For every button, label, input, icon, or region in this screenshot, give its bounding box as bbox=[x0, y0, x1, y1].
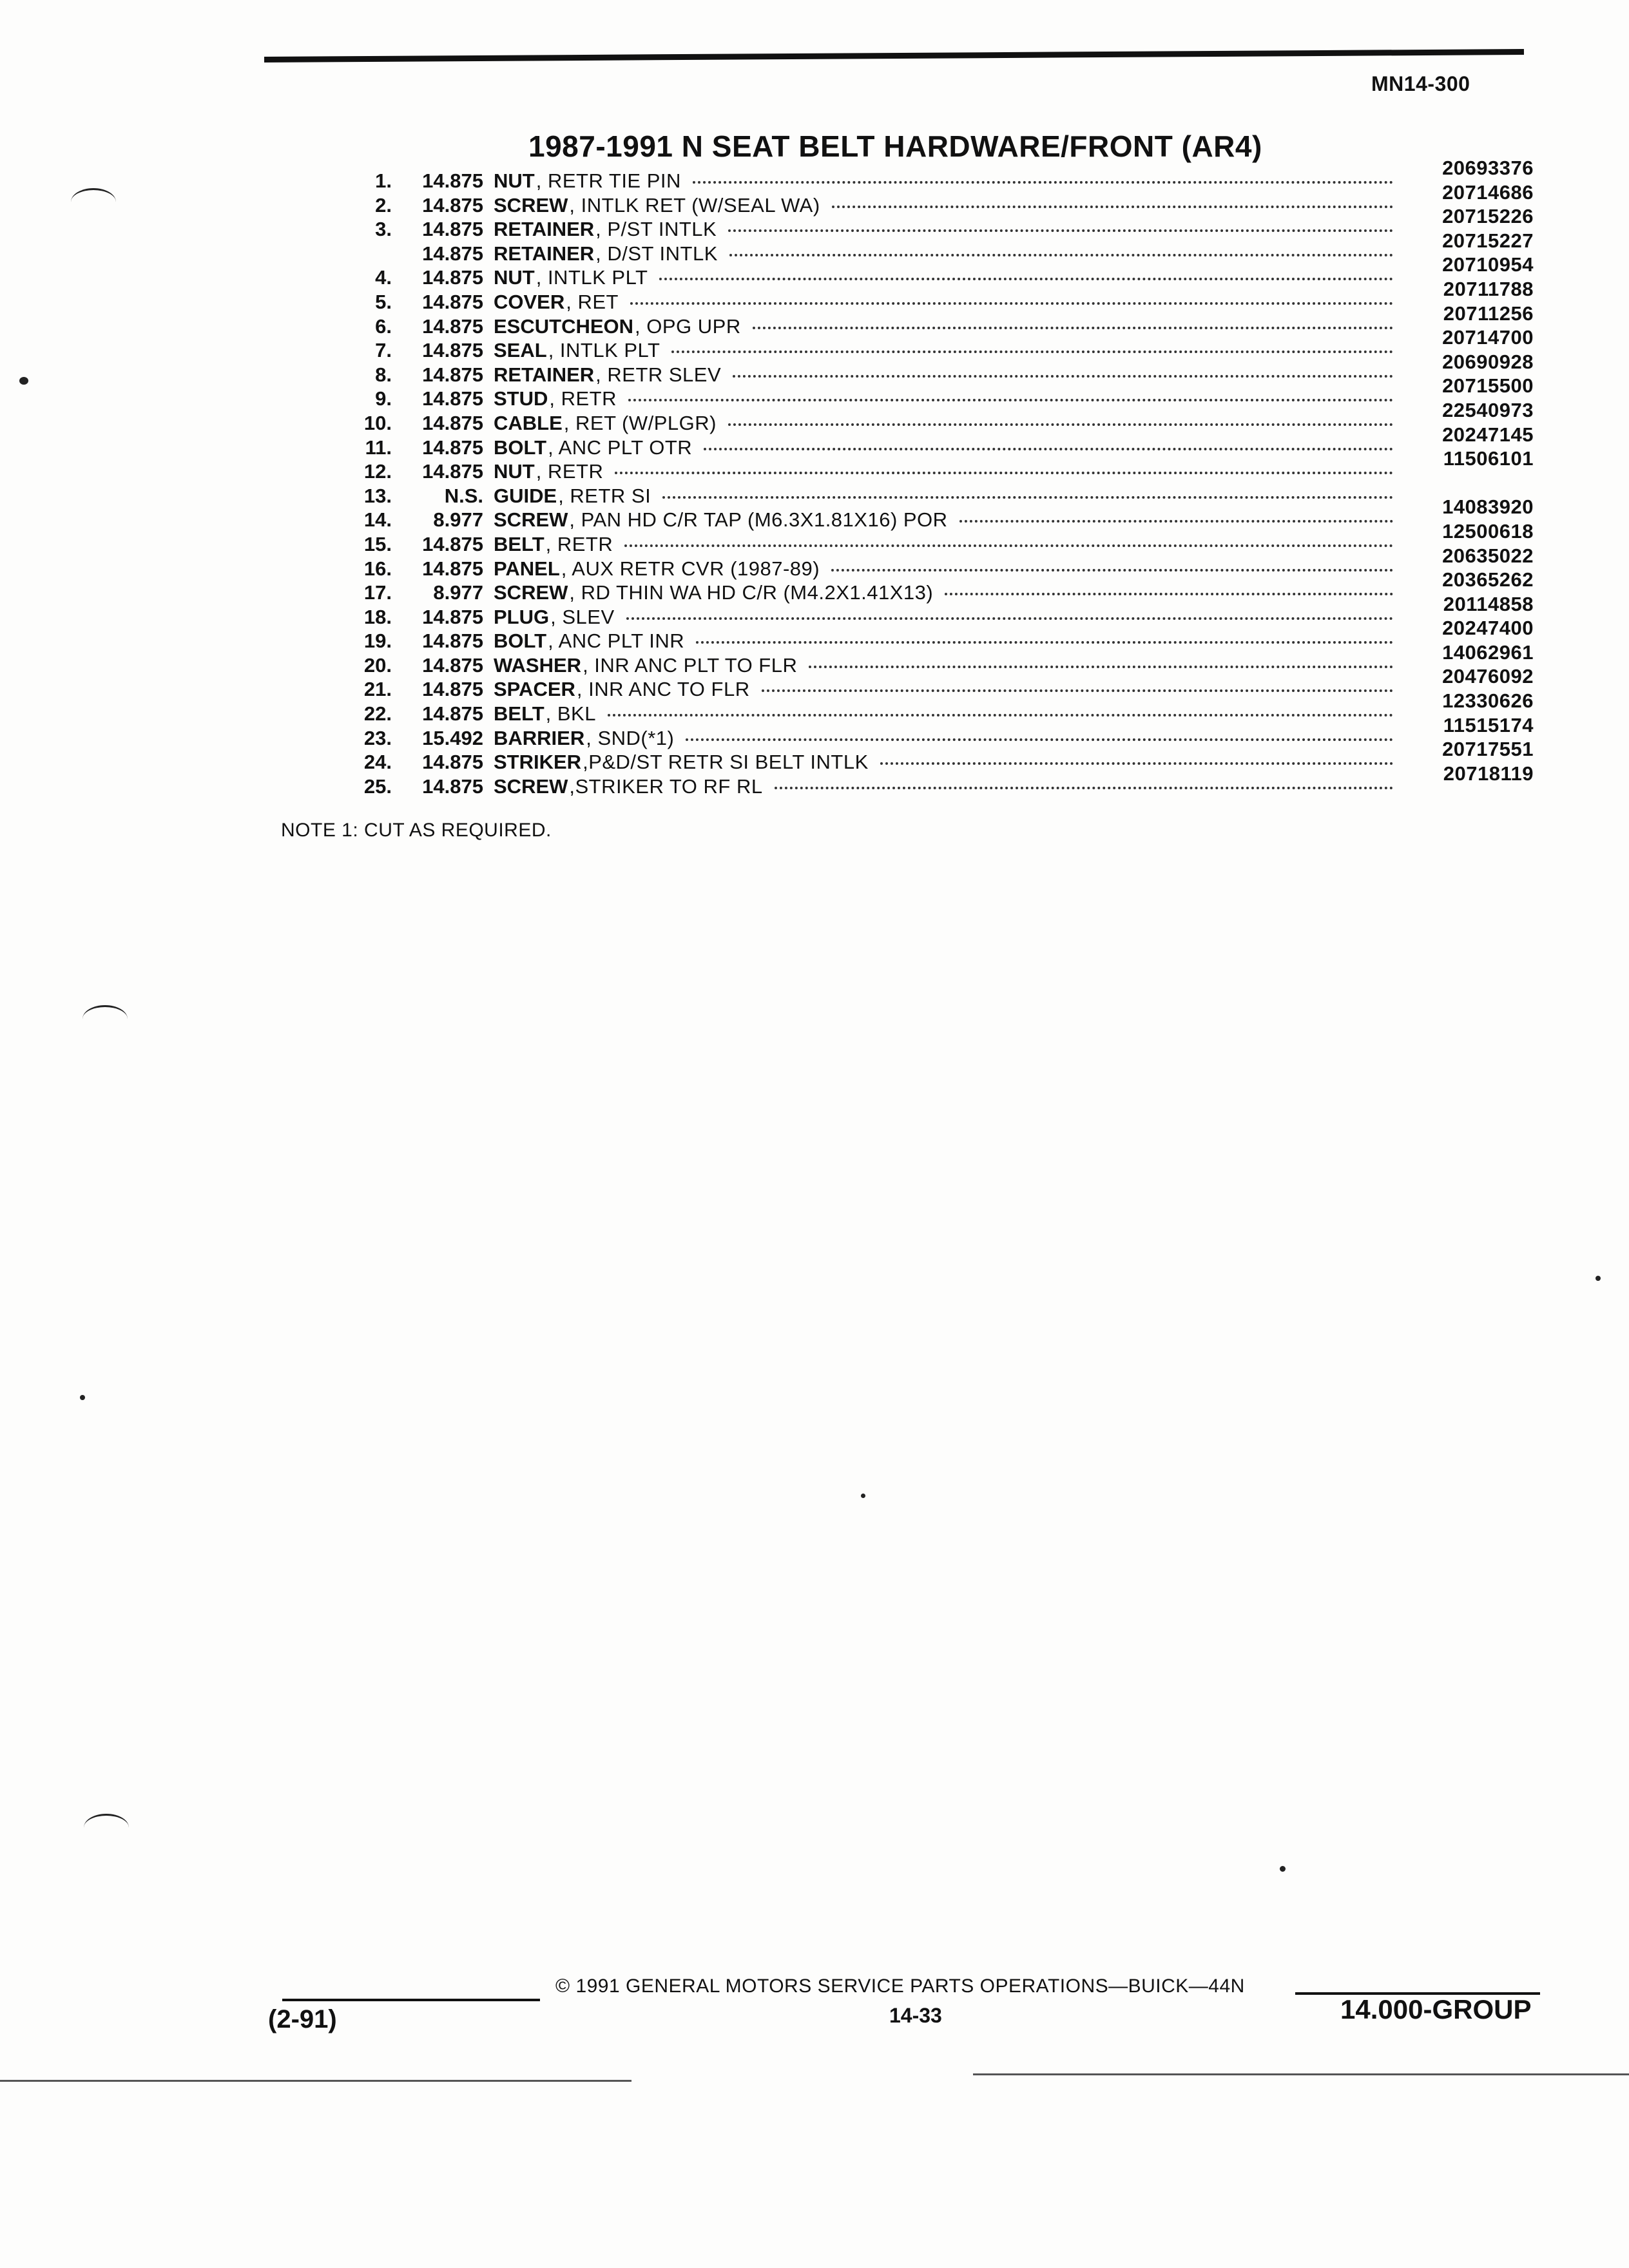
part-number-code: 14083920 bbox=[1442, 495, 1534, 519]
part-item-number: 6. bbox=[375, 314, 392, 338]
part-number-code: 20715500 bbox=[1442, 374, 1534, 398]
part-group-number: 14.875 bbox=[422, 605, 483, 628]
dot-leader bbox=[624, 544, 1393, 547]
part-modifier: , RET bbox=[566, 290, 619, 313]
part-number-code: 22540973 bbox=[1442, 398, 1534, 421]
part-description bbox=[494, 750, 1393, 774]
part-group-number: N.S. bbox=[444, 484, 483, 507]
part-group-number: 14.875 bbox=[422, 411, 483, 434]
parts-list bbox=[335, 157, 1534, 798]
dot-leader bbox=[686, 738, 1393, 741]
part-item-number: 9. bbox=[375, 387, 392, 410]
part-name: BOLT bbox=[494, 629, 547, 653]
part-description bbox=[494, 484, 1393, 508]
dot-leader bbox=[762, 689, 1393, 692]
part-modifier: , RETR bbox=[549, 387, 617, 410]
part-number-code: 20711256 bbox=[1443, 302, 1534, 325]
part-row bbox=[335, 484, 1534, 508]
part-name: BARRIER bbox=[494, 726, 585, 749]
part-description bbox=[494, 581, 1393, 605]
part-number-code: 20247145 bbox=[1442, 423, 1534, 446]
part-group-number: 8.977 bbox=[433, 508, 483, 532]
part-modifier: , ANC PLT INR bbox=[548, 629, 685, 653]
part-item-number: 7. bbox=[375, 339, 392, 362]
copyright-line: © 1991 GENERAL MOTORS SERVICE PARTS OPERATIONS—BUICK—44N bbox=[555, 1975, 1245, 1997]
part-group-number: 14.875 bbox=[422, 387, 483, 410]
part-group-number: 14.875 bbox=[422, 702, 483, 726]
part-name: BELT bbox=[494, 702, 545, 726]
part-group-number: 14.875 bbox=[422, 339, 483, 362]
part-item-number: 15. bbox=[363, 532, 392, 555]
part-item-number: 11. bbox=[365, 436, 392, 459]
part-group-number: 14.875 bbox=[422, 242, 483, 265]
part-name: RETAINER bbox=[494, 218, 595, 241]
dot-leader bbox=[733, 375, 1393, 378]
part-group-number: 14.875 bbox=[422, 218, 483, 241]
part-description bbox=[494, 436, 1393, 460]
part-modifier: , RETR bbox=[535, 460, 604, 483]
part-description bbox=[494, 265, 1393, 290]
part-modifier: , SND(*1) bbox=[586, 726, 675, 749]
part-row bbox=[335, 423, 1534, 460]
scan-edge-line bbox=[973, 2073, 1629, 2075]
part-number-code: 20114858 bbox=[1443, 592, 1534, 615]
part-description bbox=[494, 702, 1393, 726]
dot-leader bbox=[753, 327, 1393, 329]
part-group-number: 14.875 bbox=[422, 193, 483, 216]
part-number-code: 11506101 bbox=[1443, 447, 1534, 470]
part-description bbox=[494, 290, 1393, 314]
part-number-code: 20711788 bbox=[1443, 277, 1534, 300]
part-modifier: , INR ANC TO FLR bbox=[576, 678, 750, 701]
part-modifier: , INTLK PLT bbox=[548, 339, 660, 362]
part-name: GUIDE bbox=[494, 484, 557, 507]
part-description bbox=[494, 726, 1393, 751]
part-group-number: 14.875 bbox=[422, 314, 483, 338]
scan-speck bbox=[19, 377, 28, 385]
part-modifier: , P/ST INTLK bbox=[595, 218, 717, 241]
part-description bbox=[494, 387, 1393, 411]
dot-leader bbox=[630, 302, 1393, 305]
part-item-number: 17. bbox=[363, 581, 392, 604]
part-description bbox=[494, 605, 1393, 629]
dot-leader bbox=[696, 641, 1393, 644]
part-item-number: 23. bbox=[363, 726, 392, 749]
part-item-number: 25. bbox=[363, 774, 392, 798]
part-item-number: 19. bbox=[363, 629, 392, 653]
page-number: 14-33 bbox=[889, 2004, 942, 2027]
part-item-number: 18. bbox=[363, 605, 392, 628]
part-modifier: , INTLK RET (W/SEAL WA) bbox=[569, 193, 820, 216]
dot-leader bbox=[729, 254, 1393, 256]
part-modifier: ,P&D/ST RETR SI BELT INTLK bbox=[583, 751, 869, 774]
dot-leader bbox=[626, 617, 1393, 620]
part-description bbox=[494, 193, 1393, 218]
part-item-number: 10. bbox=[363, 411, 392, 434]
part-number-code: 20247400 bbox=[1442, 617, 1534, 640]
footnote: NOTE 1: CUT AS REQUIRED. bbox=[281, 820, 552, 841]
part-number-code: 20365262 bbox=[1442, 568, 1534, 591]
part-modifier: , AUX RETR CVR (1987-89) bbox=[561, 557, 820, 580]
dot-leader bbox=[615, 472, 1393, 474]
part-name: NUT bbox=[494, 460, 535, 483]
part-description bbox=[494, 217, 1393, 242]
binder-hole-mark bbox=[82, 1005, 128, 1033]
scan-speck bbox=[1595, 1276, 1601, 1281]
part-group-number: 14.875 bbox=[422, 629, 483, 653]
dot-leader bbox=[693, 181, 1393, 184]
dot-leader bbox=[959, 520, 1393, 523]
part-number-code: 12500618 bbox=[1442, 519, 1534, 543]
dot-leader bbox=[728, 229, 1393, 232]
dot-leader bbox=[945, 593, 1393, 595]
dot-leader bbox=[728, 423, 1393, 426]
part-item-number: 5. bbox=[375, 290, 392, 313]
part-description bbox=[494, 459, 1393, 484]
part-number-code: 14062961 bbox=[1442, 640, 1534, 664]
part-name: PLUG bbox=[494, 605, 550, 628]
part-modifier: , SLEV bbox=[550, 605, 615, 628]
part-number-code: 20714686 bbox=[1442, 180, 1534, 204]
part-group-number: 14.875 bbox=[422, 169, 483, 192]
revision-date: (2-91) bbox=[268, 2005, 337, 2033]
part-description bbox=[494, 363, 1393, 387]
part-modifier: ,STRIKER TO RF RL bbox=[569, 774, 763, 798]
dot-leader bbox=[809, 666, 1393, 668]
dot-leader bbox=[831, 569, 1393, 572]
document-number: MN14-300 bbox=[1371, 72, 1470, 95]
part-description bbox=[494, 677, 1393, 702]
part-name: SCREW bbox=[494, 508, 568, 532]
part-name: CABLE bbox=[494, 411, 563, 434]
part-name: BOLT bbox=[494, 436, 547, 459]
part-item-number: 22. bbox=[363, 702, 392, 726]
dot-leader bbox=[608, 714, 1393, 716]
part-modifier: , RETR bbox=[545, 532, 613, 555]
part-group-number: 14.875 bbox=[422, 557, 483, 580]
part-item-number: 14. bbox=[363, 508, 392, 532]
part-number-code: 20715227 bbox=[1442, 229, 1534, 252]
part-name: SCREW bbox=[494, 774, 568, 798]
footer-rule-left bbox=[282, 1999, 540, 2001]
part-item-number: 8. bbox=[375, 363, 392, 386]
part-modifier: , RD THIN WA HD C/R (M4.2X1.41X13) bbox=[569, 581, 934, 604]
scan-speck bbox=[80, 1395, 85, 1400]
part-modifier: , RETR TIE PIN bbox=[535, 169, 681, 192]
part-description bbox=[494, 774, 1393, 799]
part-description bbox=[494, 532, 1393, 557]
part-name: PANEL bbox=[494, 557, 560, 580]
part-group-number: 14.875 bbox=[422, 532, 483, 555]
part-row bbox=[335, 738, 1534, 774]
part-description bbox=[494, 557, 1393, 581]
part-name: BELT bbox=[494, 532, 545, 555]
part-name: NUT bbox=[494, 169, 535, 192]
part-modifier: , ANC PLT OTR bbox=[548, 436, 693, 459]
part-description bbox=[494, 411, 1393, 436]
part-modifier: , D/ST INTLK bbox=[595, 242, 718, 265]
part-group-number: 14.875 bbox=[422, 363, 483, 386]
part-name: WASHER bbox=[494, 653, 582, 677]
page-title: 1987-1991 N SEAT BELT HARDWARE/FRONT (AR4) bbox=[528, 130, 1262, 163]
part-row bbox=[335, 205, 1534, 242]
part-item-number: 1. bbox=[375, 169, 392, 192]
part-number-code: 20710954 bbox=[1442, 253, 1534, 276]
part-row bbox=[335, 157, 1534, 193]
part-modifier: , OPG UPR bbox=[635, 314, 741, 338]
part-modifier: , RET (W/PLGR) bbox=[563, 411, 717, 434]
part-number-code: 12330626 bbox=[1442, 689, 1534, 713]
part-group-number: 14.875 bbox=[422, 678, 483, 701]
part-group-number: 15.492 bbox=[422, 726, 483, 749]
part-item-number: 21. bbox=[363, 678, 392, 701]
part-number-code: 20715226 bbox=[1442, 205, 1534, 228]
part-description bbox=[494, 314, 1393, 339]
part-number-code: 20635022 bbox=[1442, 544, 1534, 567]
part-description bbox=[494, 338, 1393, 363]
scan-speck bbox=[1280, 1866, 1286, 1872]
group-label: 14.000-GROUP bbox=[1340, 1994, 1532, 2024]
binder-hole-mark bbox=[71, 188, 116, 216]
binder-hole-mark bbox=[84, 1814, 129, 1841]
part-modifier: , PAN HD C/R TAP (M6.3X1.81X16) POR bbox=[569, 508, 948, 532]
part-description bbox=[494, 653, 1393, 678]
part-number-code: 20718119 bbox=[1443, 762, 1534, 785]
part-row bbox=[335, 544, 1534, 581]
part-modifier: , INTLK PLT bbox=[535, 266, 648, 289]
part-name: SEAL bbox=[494, 339, 547, 362]
part-description bbox=[494, 508, 1393, 532]
part-name: SCREW bbox=[494, 581, 568, 604]
part-number-code: 20693376 bbox=[1442, 157, 1534, 179]
part-number-code: 20717551 bbox=[1442, 738, 1534, 761]
scan-edge-line bbox=[0, 2080, 631, 2082]
part-description bbox=[494, 242, 1393, 266]
part-modifier: , BKL bbox=[545, 702, 596, 726]
part-item-number: 12. bbox=[363, 460, 392, 483]
dot-leader bbox=[628, 399, 1393, 401]
dot-leader bbox=[662, 496, 1393, 499]
part-group-number: 14.875 bbox=[422, 751, 483, 774]
part-item-number: 4. bbox=[375, 266, 392, 289]
part-number-code: 20690928 bbox=[1442, 350, 1534, 373]
part-number-code: 11515174 bbox=[1443, 713, 1534, 736]
dot-leader bbox=[880, 762, 1393, 765]
dot-leader bbox=[704, 448, 1393, 450]
dot-leader bbox=[832, 206, 1393, 208]
part-number-code: 20714700 bbox=[1442, 326, 1534, 349]
part-group-number: 8.977 bbox=[433, 581, 483, 604]
part-group-number: 14.875 bbox=[422, 436, 483, 459]
part-description bbox=[494, 629, 1393, 653]
part-name: RETAINER bbox=[494, 363, 595, 386]
dot-leader bbox=[659, 278, 1393, 280]
part-name: RETAINER bbox=[494, 242, 595, 265]
part-item-number: 2. bbox=[375, 193, 392, 216]
part-name: COVER bbox=[494, 290, 565, 313]
part-item-number: 16. bbox=[363, 557, 392, 580]
part-modifier: , RETR SI bbox=[558, 484, 651, 507]
part-description bbox=[494, 169, 1393, 193]
header-rule bbox=[264, 49, 1524, 62]
part-name: ESCUTCHEON bbox=[494, 314, 634, 338]
part-modifier: , INR ANC PLT TO FLR bbox=[583, 653, 798, 677]
part-name: NUT bbox=[494, 266, 535, 289]
part-name: STUD bbox=[494, 387, 548, 410]
part-group-number: 14.875 bbox=[422, 266, 483, 289]
part-group-number: 14.875 bbox=[422, 460, 483, 483]
part-name: SCREW bbox=[494, 193, 568, 216]
part-modifier: , RETR SLEV bbox=[595, 363, 722, 386]
part-item-number: 3. bbox=[375, 218, 392, 241]
scan-speck bbox=[861, 1494, 865, 1498]
dot-leader bbox=[775, 787, 1393, 789]
dot-leader bbox=[671, 351, 1393, 353]
part-name: SPACER bbox=[494, 678, 575, 701]
part-group-number: 14.875 bbox=[422, 774, 483, 798]
part-group-number: 14.875 bbox=[422, 653, 483, 677]
part-number-code: 20476092 bbox=[1442, 665, 1534, 688]
part-name: STRIKER bbox=[494, 751, 582, 774]
part-item-number: 20. bbox=[363, 653, 392, 677]
part-row bbox=[335, 302, 1534, 339]
part-group-number: 14.875 bbox=[422, 290, 483, 313]
part-item-number: 13. bbox=[363, 484, 392, 507]
part-row bbox=[335, 617, 1534, 653]
part-item-number: 24. bbox=[363, 751, 392, 774]
